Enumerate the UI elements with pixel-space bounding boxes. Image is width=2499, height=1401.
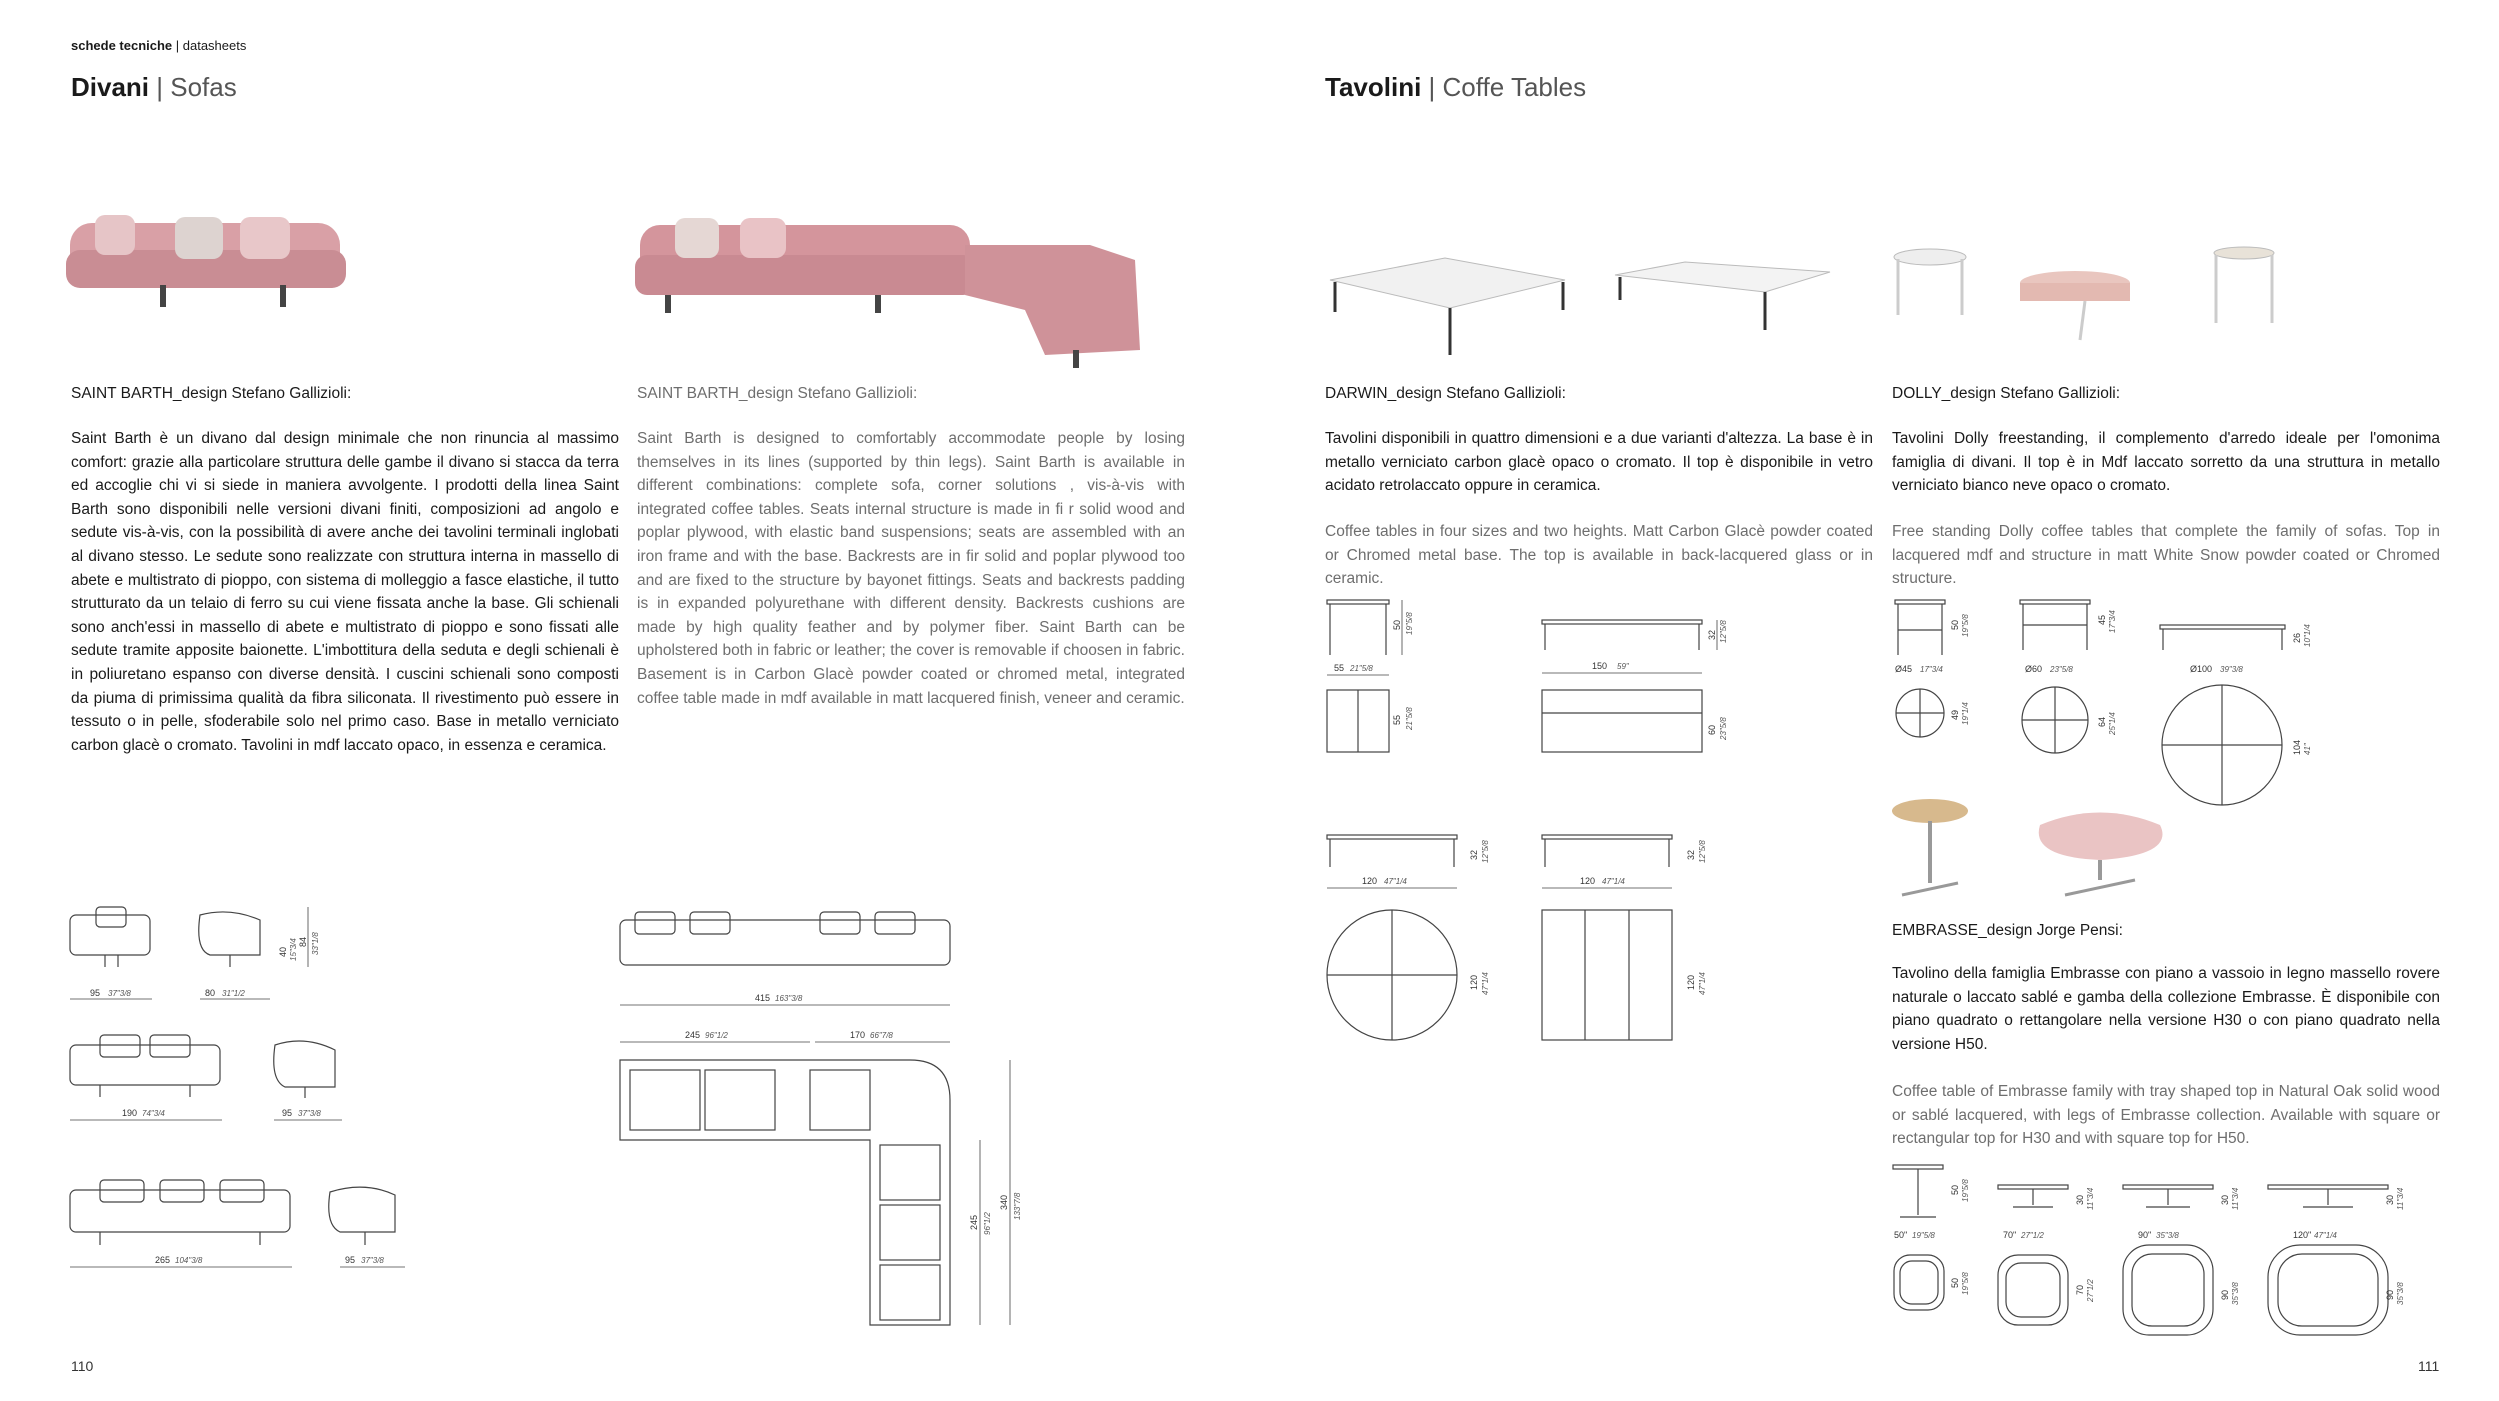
darwin-w55: 55 bbox=[1334, 663, 1345, 673]
dolly-h104-in: 41" bbox=[2303, 743, 2312, 755]
darwin-h32-b: 32 bbox=[1469, 849, 1479, 860]
emb-d90: 90 bbox=[2220, 1289, 2230, 1300]
dolly-h64: 64 bbox=[2097, 716, 2107, 727]
dim-40-in: 15"3/4 bbox=[289, 938, 298, 961]
darwin-w120: 120 bbox=[1362, 876, 1378, 886]
emb-w90-in: 35"3/8 bbox=[2156, 1231, 2179, 1240]
emb-w120: 120" bbox=[2293, 1230, 2312, 1240]
dolly-technical-drawings bbox=[1890, 595, 2330, 820]
emb-d50: 50 bbox=[1950, 1277, 1960, 1288]
dim-170: 170 bbox=[850, 1030, 866, 1040]
darwin-d55: 55 bbox=[1392, 714, 1402, 725]
embrasse-technical-drawings bbox=[1888, 1160, 2408, 1340]
dolly-d60: Ø60 bbox=[2025, 664, 2043, 674]
emb-d50-in: 19"5/8 bbox=[1961, 1272, 1970, 1295]
dolly-h50-in: 19"5/8 bbox=[1961, 614, 1970, 637]
dolly-d45-in: 17"3/4 bbox=[1920, 665, 1943, 674]
emb-h50-in: 19"5/8 bbox=[1961, 1179, 1970, 1202]
dim-245-v: 245 bbox=[969, 1214, 979, 1230]
dolly-d60-in: 23"5/8 bbox=[2050, 665, 2073, 674]
sofas-section-title: Divani | Sofas bbox=[71, 72, 237, 102]
dim-265-in: 104"3/8 bbox=[175, 1256, 203, 1265]
dim-80: 80 bbox=[205, 988, 216, 998]
dolly-d100: Ø100 bbox=[2190, 664, 2213, 674]
emb-w70-in: 27"1/2 bbox=[2021, 1231, 2044, 1240]
emb-w70: 70" bbox=[2003, 1230, 2017, 1240]
darwin-d120-in: 47"1/4 bbox=[1481, 972, 1490, 995]
darwin-w150-in: 59" bbox=[1617, 662, 1629, 671]
emb-h30-c: 30 bbox=[2385, 1194, 2395, 1205]
darwin-caption: DARWIN_design Stefano Gallizioli: bbox=[1325, 385, 1566, 402]
dolly-text-en: Free standing Dolly coffee tables that complete the family of sofas. Top in lacquered mdf and structure in matt White Snow powder coated or Chromed structure. bbox=[1892, 523, 2440, 588]
darwin-w120-in: 47"1/4 bbox=[1384, 877, 1407, 886]
embrasse-text-it: Tavolino della famiglia Embrasse con piano a vassoio in legno massello rovere naturale o laccato sablé e gamba della collezione Embrasse. È disponibile con piano quadrato o rettangolare nella versione H30 o con piano quadrato nella versione H50. bbox=[1892, 965, 2440, 1053]
dim-245-in: 96"1/2 bbox=[705, 1031, 728, 1040]
dolly-h49: 49 bbox=[1950, 709, 1960, 720]
dim-190-in: 74"3/4 bbox=[142, 1109, 165, 1118]
dolly-h26: 26 bbox=[2292, 632, 2302, 643]
dim-245: 245 bbox=[685, 1030, 701, 1040]
emb-w120-in: 47"1/4 bbox=[2314, 1231, 2337, 1240]
darwin-tables-image bbox=[1325, 250, 1845, 360]
sofa-technical-drawings bbox=[60, 895, 490, 1295]
dolly-h104: 104 bbox=[2292, 739, 2302, 755]
emb-d70: 70 bbox=[2075, 1284, 2085, 1295]
dim-95-b: 95 bbox=[282, 1108, 293, 1118]
darwin-d120-b: 120 bbox=[1686, 974, 1696, 990]
dolly-h45-in: 17"3/4 bbox=[2108, 610, 2117, 633]
dim-190: 190 bbox=[122, 1108, 138, 1118]
darwin-text-it: Tavolini disponibili in quattro dimensioni e a due varianti d'altezza. La base è in metallo verniciato carbon glacè opaco o cromato. Il top è disponibile in vetro acidato retrolaccato oppure in ceramica. bbox=[1325, 430, 1873, 495]
dolly-tables-image bbox=[1890, 245, 2330, 345]
embrasse-text-en: Coffee table of Embrasse family with tray shaped top in Natural Oak solid wood or sablé lacquered, with legs of Embrasse collection. Available with square or rectangular top for H30 and with square top for H50. bbox=[1892, 1083, 2440, 1148]
darwin-h50: 50 bbox=[1392, 619, 1402, 630]
darwin-w120-b-in: 47"1/4 bbox=[1602, 877, 1625, 886]
darwin-h32: 32 bbox=[1707, 629, 1717, 640]
emb-h30-in: 11"3/4 bbox=[2086, 1187, 2095, 1210]
emb-h50: 50 bbox=[1950, 1184, 1960, 1195]
dim-265: 265 bbox=[155, 1255, 171, 1265]
dolly-h45: 45 bbox=[2097, 614, 2107, 625]
page-number-left: 110 bbox=[71, 1358, 94, 1374]
darwin-h32-b-in: 12"5/8 bbox=[1481, 840, 1490, 863]
saint-barth-text-en: Saint Barth is designed to comfortably accommodate people by losing themselves in its lines (supported by thin legs). Saint Barth is available in different combinations: complete sofa, corner solutions , vis-à-vis with integrated coffee tables. Seats internal structure is made in fi r solid wood and poplar plywood, with elastic band suspensions; seats are assembled with an iron frame and with the base. Backrests are in fir solid and poplar plywood too and are fixed to the structure by bayonet fittings. Seats and backrests padding is in expanded polyurethane with different density. Backrests cushions are made by high quality feather and by polymer fiber. Saint Barth can be upholstered both in fabric or leather; the cover is removable if choosen in fabric. Basement is in Carbon Glacè powder coated or chromed metal, integrated coffee table made in mdf available in matt lacquered finish, veneer and ceramic. bbox=[637, 430, 1185, 707]
darwin-h50-in: 19"5/8 bbox=[1405, 612, 1414, 635]
dolly-d100-in: 39"3/8 bbox=[2220, 665, 2243, 674]
dim-84: 84 bbox=[298, 936, 308, 947]
dolly-text-it: Tavolini Dolly freestanding, il complemento d'arredo ideale per l'omonima famiglia di divani. Il top è in Mdf laccato sorretto da una struttura in metallo verniciato bianco neve opaco o cromato. bbox=[1892, 430, 2440, 495]
darwin-text-en: Coffee tables in four sizes and two heights. Matt Carbon Glacè powder coated or Chromed metal base. The top is available in back-lacquered glass or in ceramic. bbox=[1325, 523, 1873, 588]
dim-415: 415 bbox=[755, 993, 771, 1003]
emb-h30-b: 30 bbox=[2220, 1194, 2230, 1205]
darwin-d120-b-in: 47"1/4 bbox=[1698, 972, 1707, 995]
emb-d90-b: 90 bbox=[2385, 1289, 2395, 1300]
emb-h30: 30 bbox=[2075, 1194, 2085, 1205]
dolly-h26-in: 10"1/4 bbox=[2303, 624, 2312, 647]
dim-415-in: 163"3/8 bbox=[775, 994, 803, 1003]
dim-245-v-in: 96"1/2 bbox=[983, 1212, 992, 1235]
dim-340: 340 bbox=[999, 1194, 1009, 1210]
dolly-d45: Ø45 bbox=[1895, 664, 1913, 674]
darwin-technical-drawings bbox=[1322, 595, 1772, 1055]
emb-d90-in: 35"3/8 bbox=[2231, 1282, 2240, 1305]
dim-95-c: 95 bbox=[345, 1255, 356, 1265]
tables-section-title: Tavolini | Coffe Tables bbox=[1325, 72, 1587, 102]
dim-80-in: 31"1/2 bbox=[222, 989, 245, 998]
embrasse-caption: EMBRASSE_design Jorge Pensi: bbox=[1892, 922, 2123, 939]
darwin-w55-in: 21"5/8 bbox=[1350, 664, 1373, 673]
emb-w50: 50" bbox=[1894, 1230, 1908, 1240]
dim-340-in: 133"7/8 bbox=[1013, 1192, 1022, 1220]
saint-barth-caption-en: SAINT BARTH_design Stefano Gallizioli: bbox=[637, 385, 918, 402]
dim-170-in: 66"7/8 bbox=[870, 1031, 893, 1040]
darwin-d60-in: 23"5/8 bbox=[1719, 717, 1728, 740]
darwin-h32-c-in: 12"5/8 bbox=[1698, 840, 1707, 863]
dim-95: 95 bbox=[90, 988, 101, 998]
emb-w50-in: 19"5/8 bbox=[1912, 1231, 1935, 1240]
emb-d70-in: 27"1/2 bbox=[2086, 1279, 2095, 1302]
saint-barth-caption-it: SAINT BARTH_design Stefano Gallizioli: bbox=[71, 385, 352, 402]
emb-w90: 90" bbox=[2138, 1230, 2152, 1240]
dolly-caption: DOLLY_design Stefano Gallizioli: bbox=[1892, 385, 2121, 402]
sofa-corner-image bbox=[635, 200, 1155, 375]
dolly-h50: 50 bbox=[1950, 619, 1960, 630]
dim-95-b-in: 37"3/8 bbox=[298, 1109, 321, 1118]
sofa-straight-image bbox=[60, 195, 360, 335]
emb-h30-c-in: 11"3/4 bbox=[2396, 1187, 2405, 1210]
darwin-w150: 150 bbox=[1592, 661, 1608, 671]
datasheet-header: schede tecniche | datasheets bbox=[71, 38, 247, 53]
corner-sofa-drawing bbox=[610, 900, 1040, 1350]
dolly-h64-in: 25"1/4 bbox=[2108, 712, 2117, 735]
emb-d90-b-in: 35"3/8 bbox=[2396, 1282, 2405, 1305]
darwin-h32-in: 12"5/8 bbox=[1719, 620, 1728, 643]
darwin-d60: 60 bbox=[1707, 724, 1717, 735]
dim-40: 40 bbox=[278, 946, 288, 957]
dim-95-c-in: 37"3/8 bbox=[361, 1256, 384, 1265]
page-number-right: 111 bbox=[2418, 1358, 2440, 1374]
darwin-w120-b: 120 bbox=[1580, 876, 1596, 886]
dim-84-in: 33"1/8 bbox=[311, 932, 320, 955]
emb-h30-b-in: 11"3/4 bbox=[2231, 1187, 2240, 1210]
dolly-h49-in: 19"1/4 bbox=[1961, 702, 1970, 725]
dim-95-in: 37"3/8 bbox=[108, 989, 131, 998]
saint-barth-text-it: Saint Barth è un divano dal design minimale che non rinuncia al massimo comfort: grazie alla particolare struttura delle gambe il divano si stacca da terra ed accoglie chi vi si siede in maniera avvolgente. I prodotti della linea Saint Barth sono disponibili nelle versioni divani finiti, composizioni ad angolo e sedute vis-à-vis, con la possibilità di avere anche dei tavolini terminali inglobati al divano stesso. Le sedute sono realizzate con struttura interna in massello di abete e multistrato di pioppo, con sistema di molleggio a fasce elastiche, il tutto strutturato da un telaio di ferro su cui viene fissata anche la base. Gli schienali sono anch'essi in massello di abete e multistrato di pioppo e sono fissati alle sedute tramite apposite baionette. L'imbottitura della seduta e degli schienali è in poliuretano espanso con diverse densità. I cuscini schienali sono composti da piuma di primissima qualità da fibra siliconata. Il rivestimento può essere in tessuto o in pelle, sfoderabile solo nel primo caso. Base in metallo verniciato carbon glacè o cromato. Tavolini in mdf laccato opaco, in essenza e ceramica. bbox=[71, 430, 619, 754]
darwin-h32-c: 32 bbox=[1686, 849, 1696, 860]
darwin-d120: 120 bbox=[1469, 974, 1479, 990]
darwin-d55-in: 21"5/8 bbox=[1405, 707, 1414, 730]
